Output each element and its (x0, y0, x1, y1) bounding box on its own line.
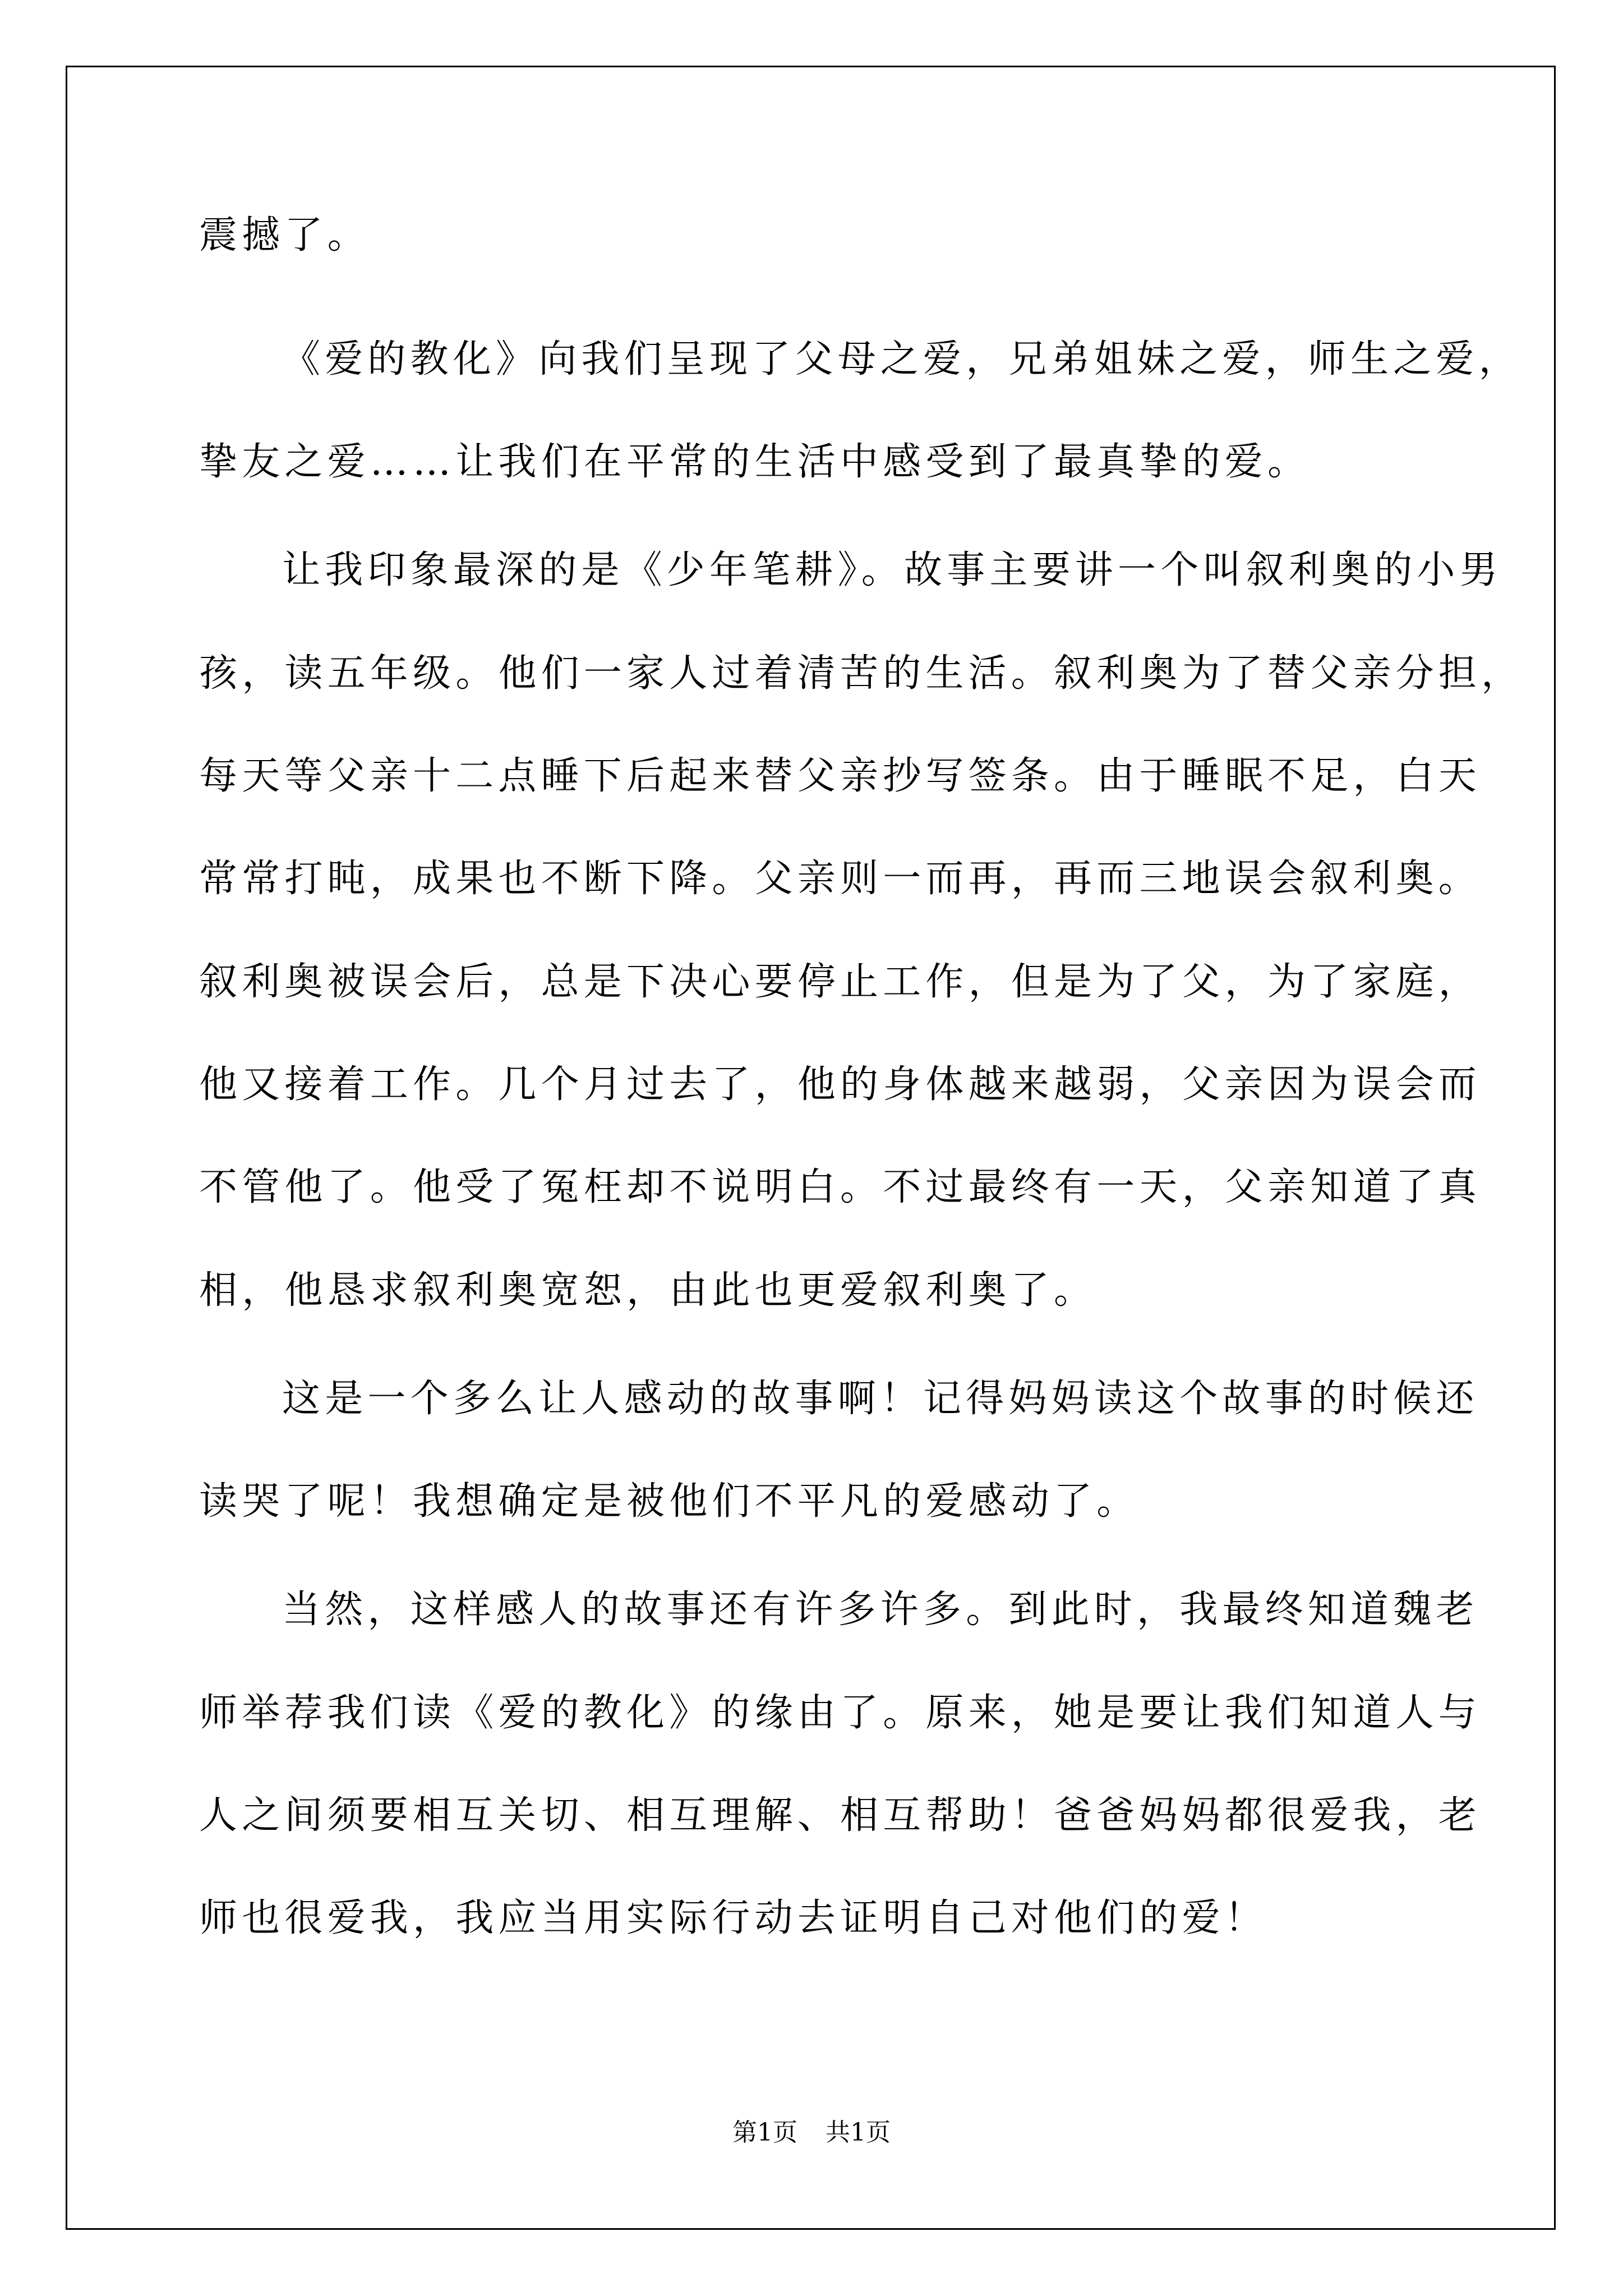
text-line: 师也很爱我，我应当用实际行动去证明自己对他们的爱！ (199, 1896, 1268, 1940)
text-line: 常常打盹，成果也不断下降。父亲则一而再，再而三地误会叙利奥。 (199, 857, 1482, 901)
text-line: 叙利奥被误会后，总是下决心要停止工作，但是为了父，为了家庭， (199, 960, 1482, 1004)
text-line: 师举荐我们读《爱的教化》的缘由了。原来，她是要让我们知道人与 (199, 1691, 1482, 1735)
text-line: 相，他恳求叙利奥宽恕，由此也更爱叙利奥了。 (199, 1268, 1097, 1313)
text-line: 他又接着工作。几个月过去了，他的身体越来越弱，父亲因为误会而 (199, 1062, 1482, 1107)
paragraph-first-line: 当然，这样感人的故事还有许多许多。到此时，我最终知道魏老 (282, 1588, 1479, 1632)
paragraph-first-line: 让我印象最深的是《少年笔耕》。故事主要讲一个叫叙利奥的小男 (282, 548, 1502, 592)
text-line: 人之间须要相互关切、相互理解、相互帮助！爸爸妈妈都很爱我，老 (199, 1793, 1482, 1838)
text-line: 孩，读五年级。他们一家人过着清苦的生活。叙利奥为了替父亲分担， (199, 651, 1524, 696)
text-line: 每天等父亲十二点睡下后起来替父亲抄写签条。由于睡眠不足，白天 (199, 754, 1482, 798)
page-footer (0, 2116, 1623, 2150)
page-total: 共1页 (826, 2118, 891, 2147)
text-line: 挚友之爱……让我们在平常的生活中感受到了最真挚的爱。 (199, 440, 1311, 484)
page-number: 第1页 (732, 2118, 797, 2147)
paragraph-first-line: 这是一个多么让人感动的故事啊！记得妈妈读这个故事的时候还 (282, 1377, 1479, 1421)
text-line: 读哭了呢！我想确定是被他们不平凡的爱感动了。 (199, 1479, 1140, 1524)
text-line: 震撼了。 (199, 213, 370, 257)
text-line: 不管他了。他受了冤枉却不说明白。不过最终有一天，父亲知道了真 (199, 1165, 1482, 1209)
paragraph-first-line: 《爱的教化》向我们呈现了父母之爱，兄弟姐妹之爱，师生之爱， (282, 337, 1521, 381)
